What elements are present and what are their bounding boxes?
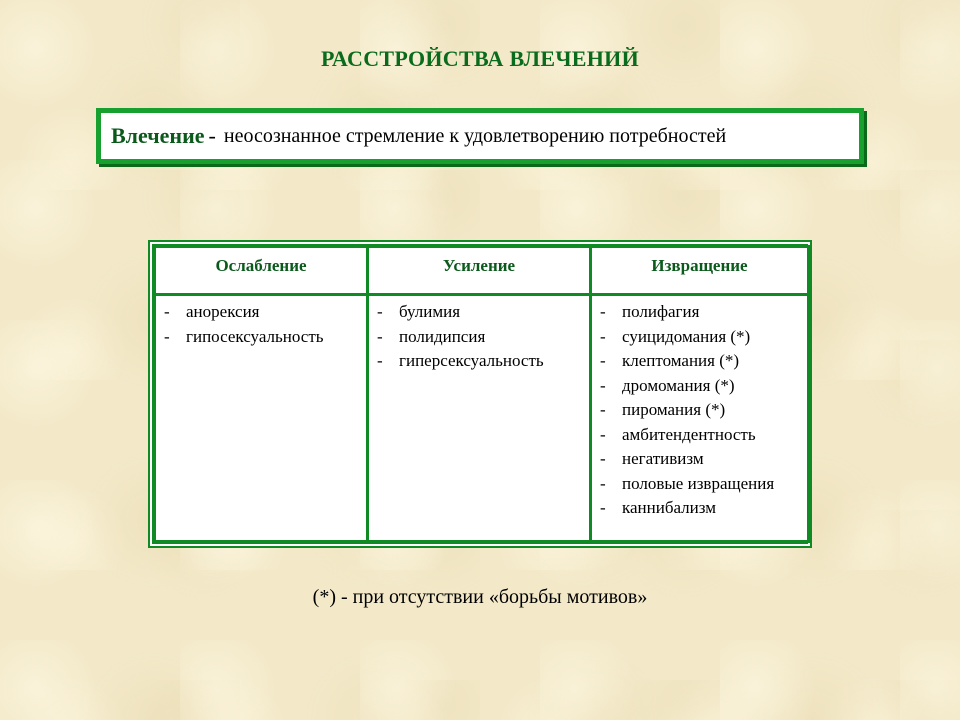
definition-box: [96, 108, 864, 164]
column-header-perversion: Извращение: [591, 247, 809, 295]
list-item: - гипосексуальность: [162, 325, 360, 350]
list-item: - гиперсексуальность: [375, 349, 583, 374]
column-cell-weakening: [155, 295, 368, 542]
perversion-list: [598, 300, 801, 521]
list-item: - половые извращения: [598, 472, 801, 497]
header-row: [155, 247, 809, 295]
list-item: - каннибализм: [598, 496, 801, 521]
column-cell-perversion: [591, 295, 809, 542]
column-cell-strengthening: [368, 295, 591, 542]
weakening-list: [162, 300, 360, 349]
strengthening-list: [375, 300, 583, 374]
list-item: - пиромания (*): [598, 398, 801, 423]
list-item: - булимия: [375, 300, 583, 325]
slide-title: РАССТРОЙСТВА ВЛЕЧЕНИЙ: [321, 46, 639, 71]
list-item: - суицидомания (*): [598, 325, 801, 350]
column-header-weakening: Ослабление: [155, 247, 368, 295]
column-header-strengthening: Усиление: [368, 247, 591, 295]
footnote: (*) - при отсутствии «борьбы мотивов»: [312, 586, 648, 608]
disorders-grid: [153, 245, 810, 543]
disorders-table: [148, 240, 812, 548]
definition-dash: -: [208, 123, 216, 148]
list-item: - амбитендентность: [598, 423, 801, 448]
list-item: - полифагия: [598, 300, 801, 325]
definition-text: неосознанное стремление к удовлетворению потребностей: [223, 124, 727, 147]
items-row: [155, 295, 809, 542]
list-item: - дромомания (*): [598, 374, 801, 399]
list-item: - полидипсия: [375, 325, 583, 350]
list-item: - негативизм: [598, 447, 801, 472]
definition-term: Влечение: [111, 123, 205, 148]
list-item: - анорексия: [162, 300, 360, 325]
list-item: - клептомания (*): [598, 349, 801, 374]
